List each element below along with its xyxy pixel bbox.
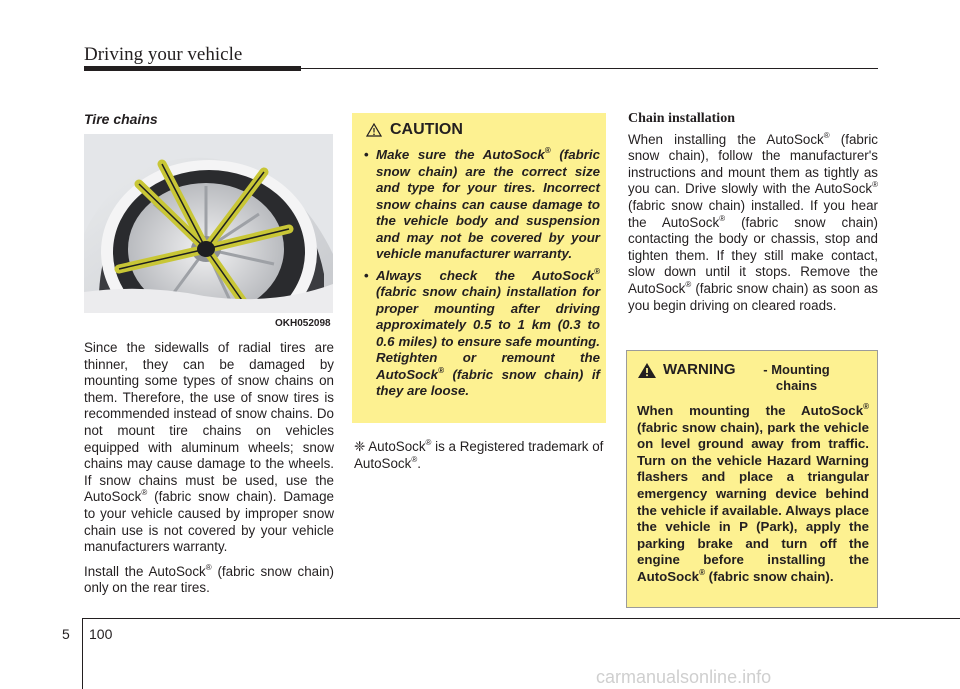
- body-text-column: [84, 340, 334, 605]
- figure-code: OKH052098: [275, 318, 331, 329]
- header-rule-thick: [84, 66, 301, 71]
- caution-item-2: • Always check the AutoSock® (fabric snow chain) installation for proper mounting after driving approximately 0.5 to 1 km (0.3 to 0.6 miles) to ensure safe mounting. Retighten or remount the AutoSock® (fabric snow chain) if they are loose.: [364, 266, 600, 398]
- warning-title: WARNING: [663, 361, 736, 378]
- caution-list: [364, 147, 600, 405]
- trademark-symbol: ❈: [354, 439, 366, 454]
- warning-box: [626, 350, 878, 608]
- caution-box: [352, 113, 606, 423]
- warning-header: [637, 361, 852, 394]
- body-paragraph-2: Install the AutoSock® (fabric snow chain) only on the rear tires.: [84, 562, 334, 596]
- body-paragraph-1: Since the sidewalls of radial tires are thinner, they can be damaged by mounting some types of snow chains on them. Therefore, the use of snow tires is recommended instead of snow chains. Do not mount tire chains on vehicles equipped with aluminum wheels; snow chains may cause damage to the wheels. If snow chains must be used, use the AutoSock® (fabric snow chain). Damage to your vehicle caused by improper snow chain use is not covered by your vehicle manufacturers warranty.: [84, 340, 334, 555]
- caution-title: CAUTION: [390, 121, 463, 138]
- trademark-note: ❈ AutoSock® is a Registered trademark of AutoSock®.: [354, 438, 604, 471]
- warning-triangle-icon: [637, 362, 657, 379]
- watermark: carmanualsonline.info: [596, 667, 772, 687]
- caution-triangle-icon: [366, 123, 382, 137]
- header-rule-thin: [301, 68, 878, 69]
- page-number: 100: [89, 626, 113, 642]
- page-header-title: Driving your vehicle: [84, 44, 243, 65]
- footer-divider: [82, 618, 83, 689]
- warning-subtitle: - Mounting chains: [763, 362, 830, 393]
- tire-chain-illustration: [84, 134, 333, 313]
- installation-paragraph: When installing the AutoSock® (fabric snow chain), follow the manufacturer's instructions and mount them as tightly as you can. Drive slowly with the AutoSock® (fabric snow chain) installed. If you hear the AutoSock® (fabric snow chain) contacting the body or chassis, stop and tighten them. If they still make contact, slow down until it stops. Remove the AutoSock® (fabric snow chain) as soon as you begin driving on cleared roads.: [628, 130, 878, 313]
- caution-item-1: • Make sure the AutoSock® (fabric snow chain) are the correct size and type for your tires. Incorrect snow chains can cause damage to the vehicle body and suspension and may not be covered by your vehicle manufacturer warranty.: [364, 146, 600, 261]
- installation-title: Chain installation: [628, 111, 735, 126]
- installation-section: [628, 111, 878, 322]
- caution-header: [366, 121, 463, 139]
- warning-text: When mounting the AutoSock® (fabric snow chain), park the vehicle on level ground away from traffic. Turn on the vehicle Hazard Warning flashers and place a triangular emergency warning device behind the vehicle if available. Always place the vehicle in P (Park), apply the parking brake and turn off the engine before installing the AutoSock® (fabric snow chain).: [637, 402, 869, 584]
- footer-rule: [82, 618, 960, 619]
- chapter-number: 5: [62, 626, 70, 642]
- section-title: Tire chains: [84, 111, 158, 127]
